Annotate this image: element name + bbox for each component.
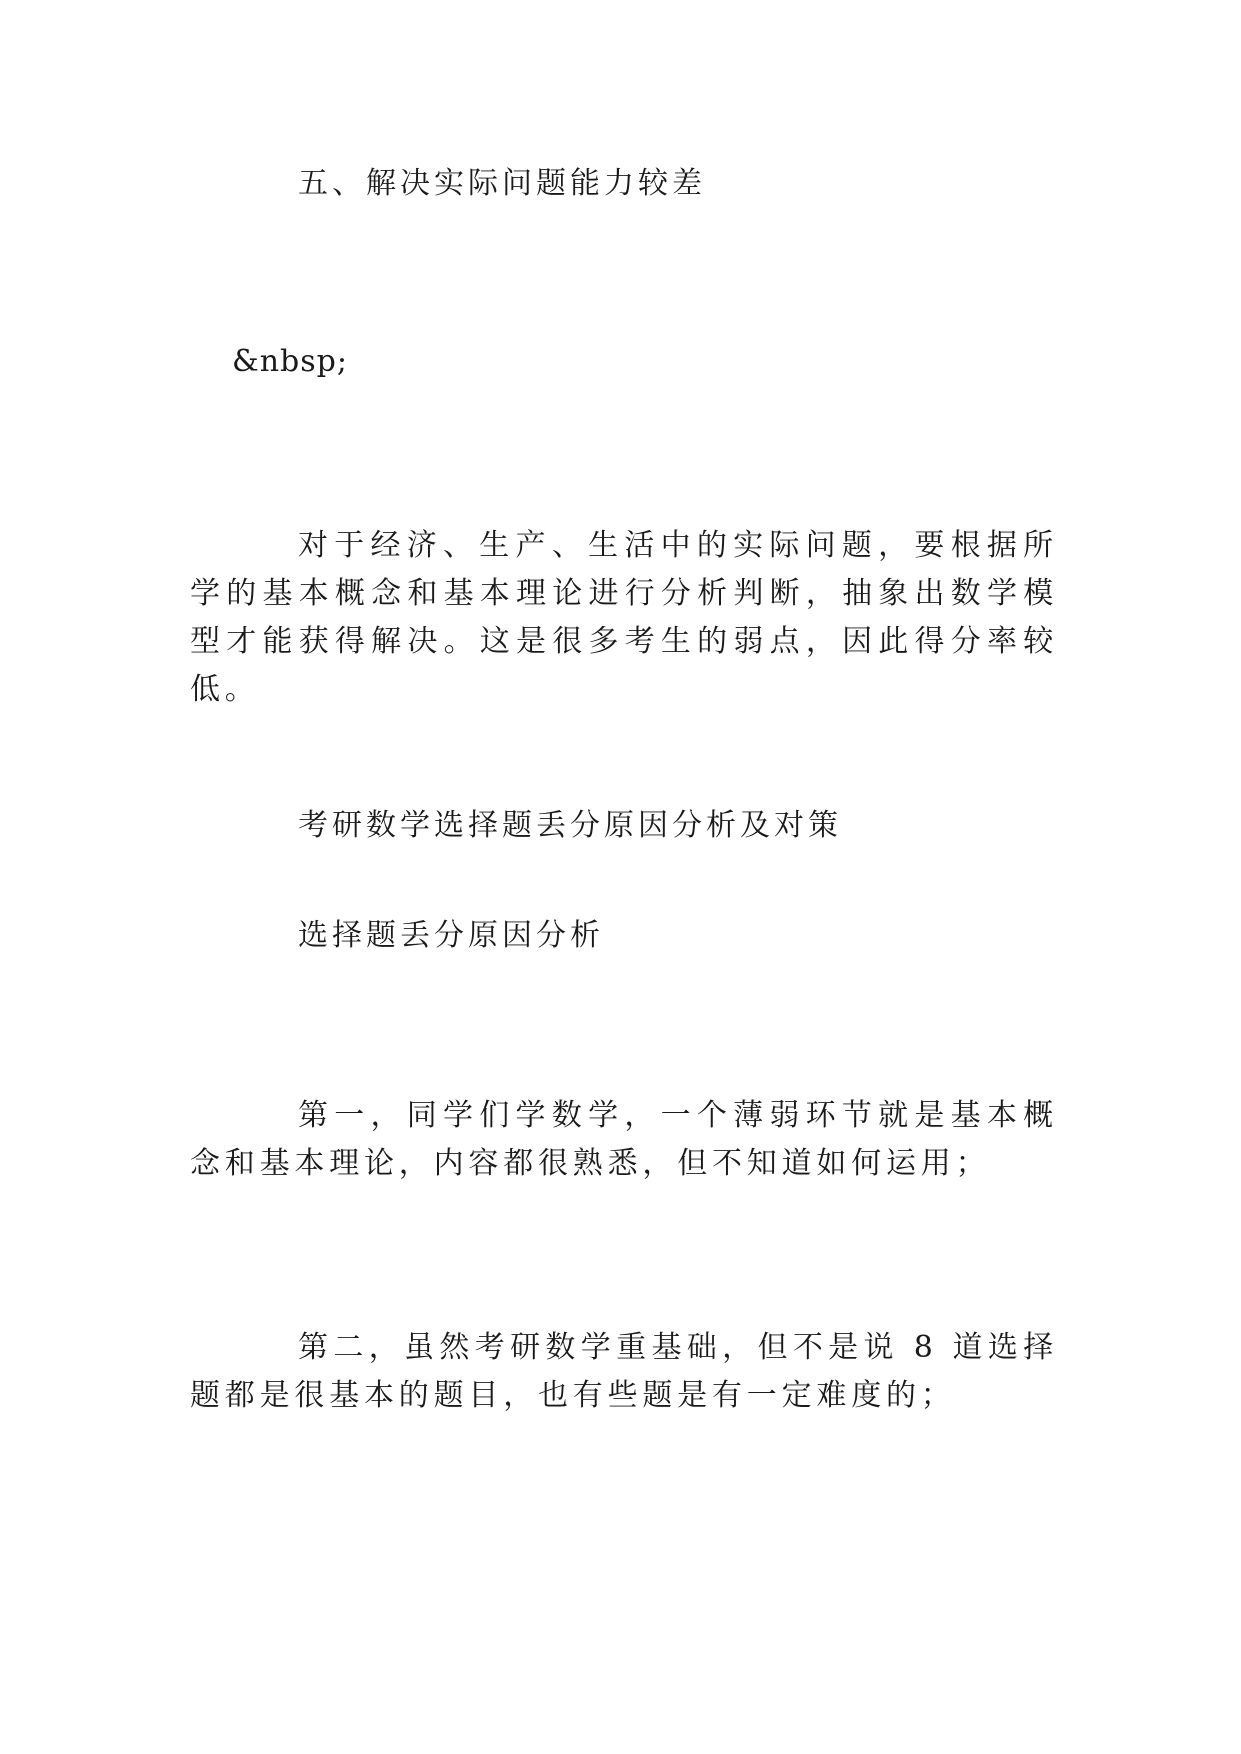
paragraph-first-reason: 第一，同学们学数学，一个薄弱环节就是基本概念和基本理论，内容都很熟悉，但不知道如何运用； [190,1098,1058,1181]
section-subtitle: 选择题丢分原因分析 [298,918,604,953]
paragraph-second-reason: 第二，虽然考研数学重基础，但不是说 8 道选择题都是很基本的题目，也有些题是有一定难度的； [190,1330,1058,1413]
document-title: 考研数学选择题丢分原因分析及对策 [298,808,842,843]
nbsp-text-artifact: &nbsp; [232,344,348,379]
paragraph-practical-problems: 对于经济、生产、生活中的实际问题，要根据所学的基本概念和基本理论进行分析判断，抽象出数学模型才能获得解决。这是很多考生的弱点，因此得分率较低。 [190,528,1058,707]
section-heading: 五、解决实际问题能力较差 [298,166,706,201]
